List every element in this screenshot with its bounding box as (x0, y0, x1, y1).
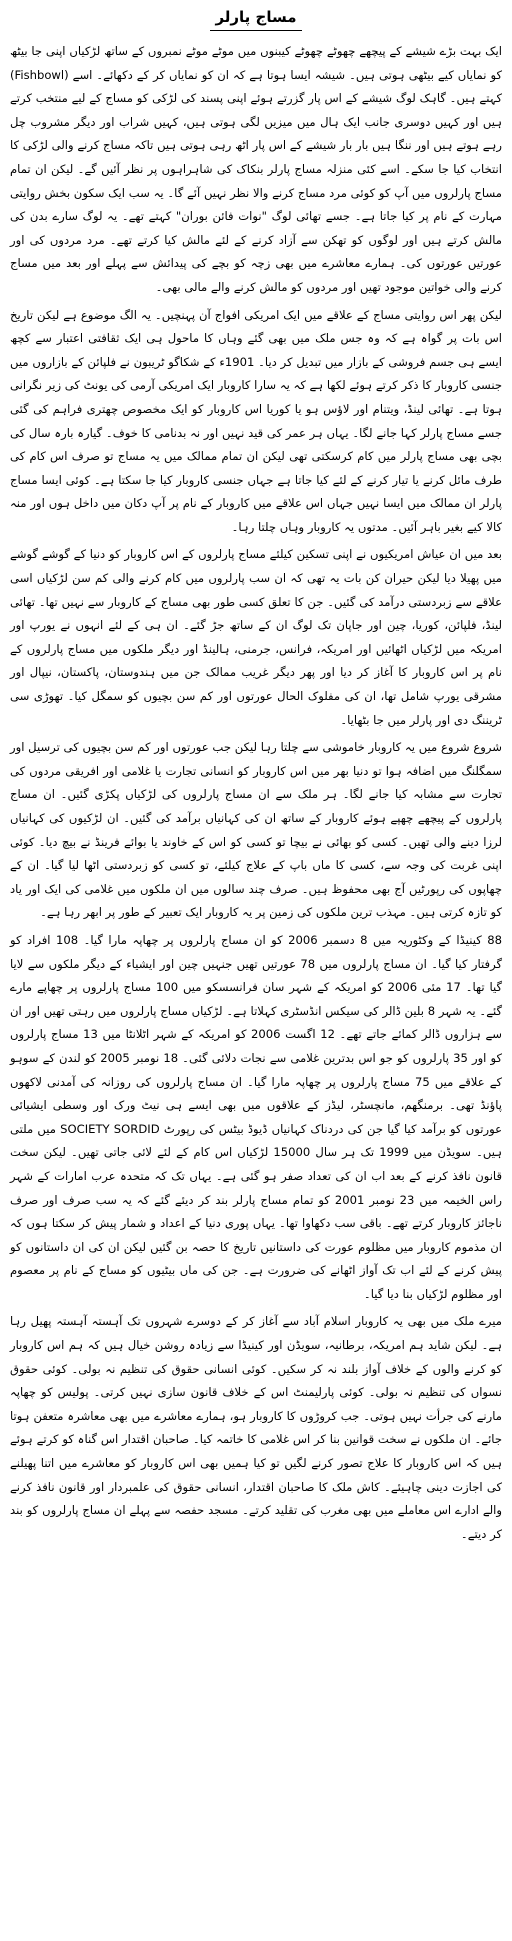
title-underline (210, 30, 302, 31)
paragraph-3: بعد میں ان عیاش امریکیوں نے اپنی تسکین کیلئے مساج پارلروں کے اس کاروبار کو دنیا کے گوشے گوشے میں پھیلا دیا لیکن حیران کن بات یہ تھی کہ ان سب پارلروں میں کام کرنے والی کم سن لڑکیاں اسی علاقے سے زبردستی درآمد کی گئیں۔ جن کا تعلق کسی طور بھی مساج کے کاروبار سے نہیں تھا۔ تھائی لینڈ، فلپائن، کوریا، چین اور جاپان تک لوگ ان کے ساتھ جڑ گئے۔ ان ہی کے لئے انہوں نے یورپ اور امریکہ میں لڑکیاں اٹھائیں اور امریکہ، فرانس، جرمنی، ہالینڈ اور دیگر ملکوں میں مساج پارلروں کے نام پر اس کاروبار کا آغاز کر دیا اور پھر دیگر غریب ممالک جن میں ہندوستان، پاکستان، نیپال اور مشرقی یورپ شامل تھا، ان کی مفلوک الحال عورتوں اور کم سن بچیوں کو سمگل کیا۔ تھوڑی سی ٹریننگ دی اور پارلر میں جا بٹھایا۔ (10, 547, 502, 727)
paragraph-1: ایک بہت بڑے شیشے کے پیچھے چھوٹے چھوٹے کیبنوں میں موٹے موٹے نمبروں کے ساتھ لڑکیاں اپنی جا بیٹھ کو نمایاں کیے بیٹھی ہوتی ہیں۔ شیشہ ایسا ہوتا ہے کہ ان کو نمایاں کر کے دکھائے۔ اسے (Fishbowl) کہتے ہیں۔ گاہک لوگ شیشے کے اس پار گزرتے ہوئے اپنی پسند کی لڑکی کو مساج کے لیے منتخب کرتے ہیں اور کہیں دوسری جانب ایک ہال میں میزیں لگی ہوتی ہیں، کہیں شراب اور دیگر مشروب چل رہے ہوتے ہیں اور ننگا ہیں بار بار شیشے کے اس پار اٹھ رہی ہوتی ہیں تاکہ مساج کرنے والی لڑکی کا انتخاب کیا جا سکے۔ اسے کئی منزلہ مساج پارلر بنکاک کی شاہراہوں پر نظر آئیں گے۔ لیکن ان تمام مساج پارلروں میں آپ کو کوئی مرد مساج کرنے والا نظر نہیں آئے گا۔ یہ سب ایک سکون بخش روایتی مہارت کے نام پر کیا جاتا ہے۔ جسے تھائی لوگ "نوات فائن بوران" کہتے تھے۔ یہ لوگ سارے بدن کی مالش کرتے ہیں اور لوگوں کو تھکن سے آزاد کرنے کے لئے مالش کیا کرتے تھے۔ مرد مردوں کی اور عورتیں عورتوں کی۔ ہمارے معاشرے میں بھی زچہ کو بچے کی پیدائش سے پہلے اور بعد میں مساج کرنے والی خواتین موجود تھیں اور مردوں کو مالش کرنے والے مالی بھی۔ (10, 44, 503, 294)
paragraph-5: 88 کینیڈا کے وکٹوریہ میں 8 دسمبر 2006 کو ان مساج پارلروں پر چھاپہ مارا گیا۔ 108 افراد کو گرفتار کیا گیا۔ ان مساج پارلروں میں 78 عورتیں تھیں جنہیں چین اور ایشیاء کے دیگر ملکوں سے لایا گیا تھا۔ 17 مئی 2006 کو امریکہ کے شہر سان فرانسسکو میں 100 مساج پارلروں پر چھاپے مارے گئے۔ یہ شہر 8 بلین ڈالر کی سیکس انڈسٹری کہلاتا ہے۔ لڑکیاں مساج پارلروں میں رہتی تھیں اور ان سے ہزاروں ڈالر کمائے جاتے تھے۔ 12 اگست 2006 کو امریکہ کے شہر اٹلانٹا میں 13 مساج پارلروں کو اور 35 پارلروں کو جو اس بدترین غلامی سے نجات دلائی گئی۔ 18 نومبر 2005 کو لندن کے سوہو کے علاقے میں 75 مساج پارلروں پر چھاپہ مارا گیا۔ ان مساج پارلروں کی روزانہ کی آمدنی لاکھوں پاؤنڈ تھی۔ برمنگھم، مانچسٹر، لیڈز کے علاقوں میں بھی ایسے ہی نیٹ ورک اور وسطی ایشیائی عورتوں کو برآمد کیا گیا جن کی دردناک کہانیاں ڈیوڈ بیٹس کی رپورٹ SOCIETY SORDID میں ملتی ہیں۔ سویڈن میں 1999 تک ہر سال 15000 لڑکیاں اس کام کے لئے لائی جاتی تھیں۔ لیکن سخت قانون نافذ کرنے کے بعد اب ان کی تعداد صفر ہو گئی ہے۔ یہاں تک کہ متحدہ عرب امارات کے شہر راس الخیمہ میں 23 نومبر 2001 کو تمام مساج پارلر بند کر دیئے گئے کہ یہ سب صرف اور صرف ناجائز کاروبار کرتے تھے۔ باقی سب دکھاوا تھا۔ یہاں پوری دنیا کے اعداد و شمار پیش کر سکتا ہوں کہ ان مذموم کاروبار میں مظلوم عورت کی داستانیں تاریخ کا حصہ بن گئیں لیکن ان کی ان داستانوں کو پیش کرنے کے لئے اب تک آواز اٹھانے کی ضرورت ہے۔ جن کی ماں بیٹیوں کو مساج کے نام پر معصوم اور مظلوم لڑکیاں بنا دیا گیا۔ (10, 932, 503, 1301)
paragraph-2: لیکن پھر اس روایتی مساج کے علاقے میں ایک امریکی افواج آن پہنچیں۔ یہ الگ موضوع ہے لیکن تاریخ اس بات پر گواہ ہے کہ وہ جس ملک میں بھی گئے وہاں کا ماحول ہی ایک ثقافتی اعتبار سے کچھ ایسے ہی جسم فروشی کے بازار میں تبدیل کر دیا۔ 1901ء کے شکاگو ٹریبون نے فلپائن کے بازاروں میں جنسی کاروبار کا ذکر کرتے ہوئے لکھا ہے کہ یہ سارا کاروبار ایک امریکی آرمی کی یونٹ کی زیر نگرانی ہوتا ہے۔ تھائی لینڈ، ویتنام اور لاؤس ہو یا کوریا اس کاروبار کو ایک مخصوص چھتری فراہم کی گئی جسے مساج پارلر کہا جانے لگا۔ یہاں ہر عمر کی قید نہیں اور نہ بدنامی کا خوف۔ گیارہ بارہ سال کی بچی بھی مساج پارلر میں کام کرسکتی تھی لیکن ان تمام ممالک میں یہ مساج تو صرف اس کام کی طرف مائل کرنے یا تیار کرنے کے لئے کیا جاتا ہے جہاں جنسی کاروبار کیا جا سکتا ہے۔ کوئی ایسا مساج پارلر ان ممالک میں ایسا نہیں جہاں اس علاقے میں کاروبار کے نام پر آپ دکان میں داخل ہوں اور منہ کالا کیے بغیر باہر آئیں۔ مدتوں یہ کاروبار وہاں چلتا رہا۔ (10, 307, 502, 534)
paragraph-4: شروع شروع میں یہ کاروبار خاموشی سے چلتا رہا لیکن جب عورتوں اور کم سن بچیوں کی ترسیل اور سمگلنگ میں اضافہ ہوا تو دنیا بھر میں اس کاروبار کو انسانی تجارت یا غلامی اور افریقی مردوں کی تجارت سے مشابہ کیا جانے لگا۔ ہر ملک سے ان مساج پارلروں کی لڑکیاں پکڑی گئیں۔ ان مساج پارلروں کے پیچھے چھپے ہوئے کاروبار کے ساتھ ان کی کہانیاں برآمد کی گئیں۔ ان لڑکیوں کی کہانیاں لرزا دینے والی تھیں۔ کسی کو بھائی نے بیچا تو کسی کو اس کے خاوند یا بوائے فرینڈ نے بیچ دیا۔ کوئی اپنی غربت کی وجہ سے، کسی کا ماں باپ کے علاج کیلئے، تو کسی کو زبردستی اٹھا لیا گیا۔ ان کے چھاپوں کی رپورٹیں آج بھی محفوظ ہیں۔ صرف چند سالوں میں ان ملکوں میں غلامی کی ایک اور یاد کو تازہ کرتی ہیں۔ مہذب ترین ملکوں کی زمین پر یہ کاروبار ایک تعبیر کے طور پر ابھر رہا ہے۔ (10, 740, 502, 920)
article-title: مساج پارلر (215, 8, 297, 26)
paragraph-6: میرے ملک میں بھی یہ کاروبار اسلام آباد سے آغاز کر کے دوسرے شہروں تک آہستہ آہستہ پھیل رہا ہے۔ لیکن شاید ہم امریکہ، برطانیہ، سویڈن اور کینیڈا سے زیادہ روشن خیال ہیں کہ ہم اس کاروبار کو کرنے والوں کے خلاف آواز بلند نہ کر سکیں۔ کوئی انسانی حقوق کی تنظیم نہ بولی۔ کوئی حقوق نسواں کی تنظیم نہ بولی۔ کوئی پارلیمنٹ اس کے خلاف قانون سازی نہیں کرتی۔ پولیس کو چھاپہ مارنے کی جرأت نہیں ہوتی۔ جب کروڑوں کا کاروبار ہو، ہمارے معاشرے میں بھی معاشرہ متعفن ہوتا جائے۔ ان ملکوں نے سخت قوانین بنا کر اس غلامی کا خاتمہ کیا۔ صاحبان اقتدار اس گناہ کو کرتے ہوئے ہیں کہ اس کاروبار کا علاج تصور کرنے لگیں تو کیا ہمیں بھی اس کاروبار کو معاشرے میں اتنا پھیلنے کی اجازت دینی چاہیئے۔ کاش ملک کا صاحبان اقتدار، انسانی حقوق کی علمبردار اور قانون نافذ کرنے والے ادارے اس معاملے میں بھی مغرب کی تقلید کرتے۔ مسجد حفصہ سے پہلے ان مساج پارلروں کو بند کر دیتے۔ (10, 1314, 502, 1541)
